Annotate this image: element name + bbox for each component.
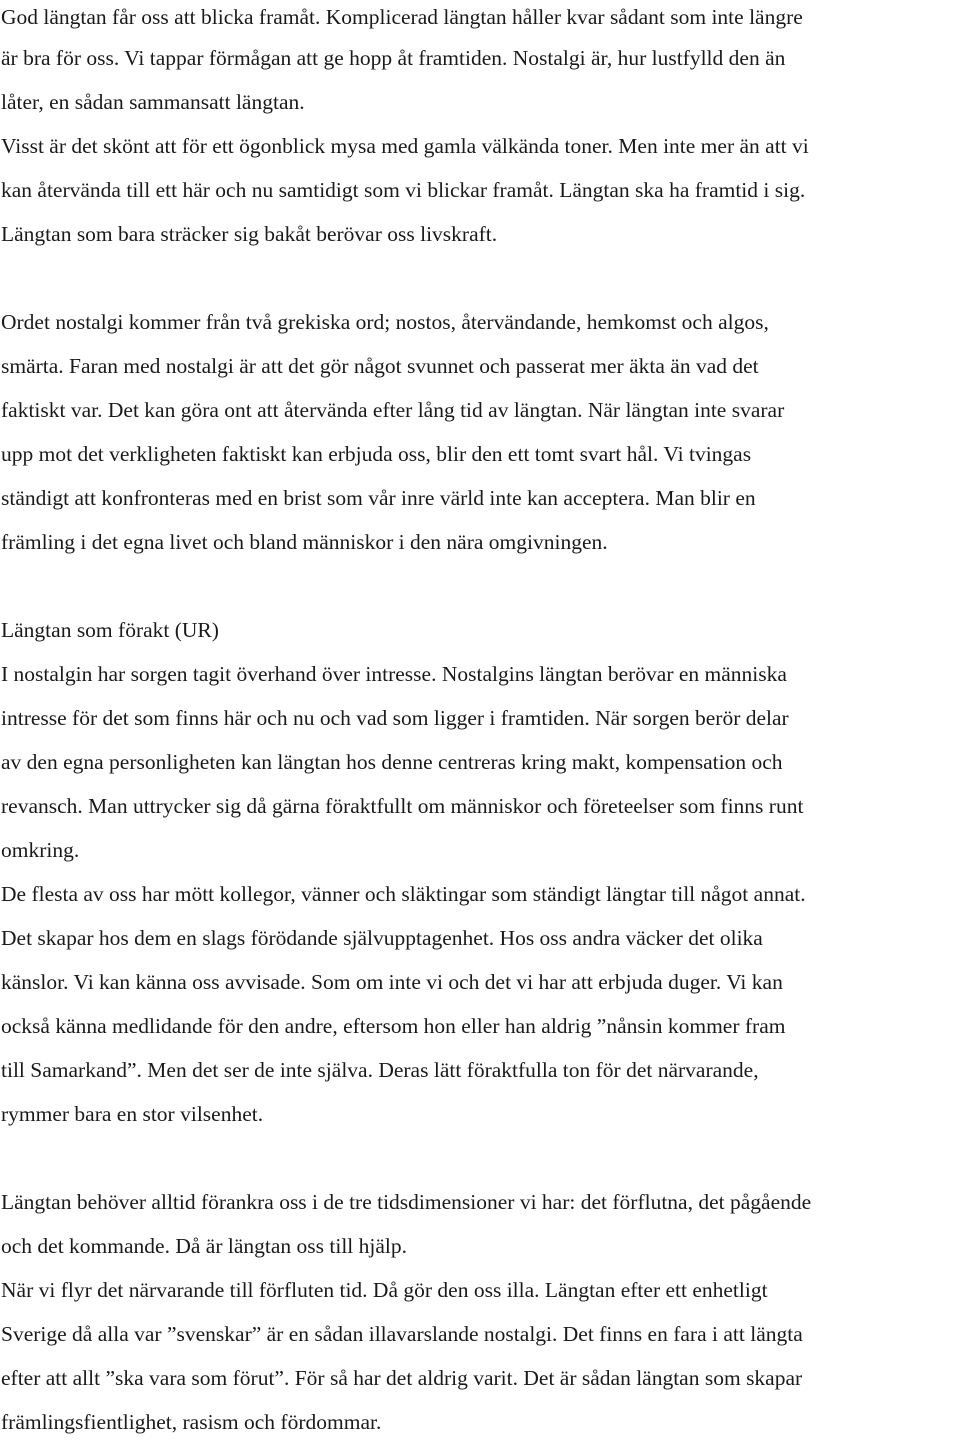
text-line: kan återvända till ett här och nu samtidigt som vi blickar framåt. Längtan ska ha framtid i sig. (1, 178, 806, 202)
text-line: Sverige då alla var ”svenskar” är en sådan illavarslande nostalgi. Det finns en fara i att längta (1, 1322, 803, 1346)
text-line: God längtan får oss att blicka framåt. Komplicerad längtan håller kvar sådant som inte längre (1, 5, 803, 29)
text-line: och det kommande. Då är längtan oss till hjälp. (1, 1234, 408, 1258)
text-line: Det skapar hos dem en slags förödande självupptagenhet. Hos oss andra väcker det olika (1, 926, 763, 950)
text-line: efter att allt ”ska vara som förut”. För så har det aldrig varit. Det är sådan längtan som skapar (1, 1366, 803, 1390)
text-line: Ordet nostalgi kommer från två grekiska ord; nostos, återvändande, hemkomst och algos, (1, 310, 769, 334)
text-line: I nostalgin har sorgen tagit överhand över intresse. Nostalgins längtan berövar en människa (1, 662, 787, 686)
section-heading: Längtan som förakt (UR) (1, 618, 219, 642)
text-line: känslor. Vi kan känna oss avvisade. Som om inte vi och det vi har att erbjuda duger. Vi kan (1, 970, 783, 994)
text-line: rymmer bara en stor vilsenhet. (1, 1102, 264, 1126)
text-line: ständigt att konfronteras med en brist som vår inre värld inte kan acceptera. Man blir en (1, 486, 756, 510)
text-line: låter, en sådan sammansatt längtan. (1, 90, 305, 114)
text-line: revansch. Man uttrycker sig då gärna föraktfullt om människor och företeelser som finns runt (1, 794, 804, 818)
text-line: När vi flyr det närvarande till förfluten tid. Då gör den oss illa. Längtan efter ett enhetligt (1, 1278, 768, 1302)
text-line: omkring. (1, 838, 80, 862)
text-line: främlingsfientlighet, rasism och fördommar. (1, 1410, 382, 1434)
text-line: smärta. Faran med nostalgi är att det gör något svunnet och passerat mer äkta än vad det (1, 354, 759, 378)
text-line: Visst är det skönt att för ett ögonblick mysa med gamla välkända toner. Men inte mer än att vi (1, 134, 809, 158)
text-line: är bra för oss. Vi tappar förmågan att ge hopp åt framtiden. Nostalgi är, hur lustfylld den än (1, 46, 786, 70)
text-line: De flesta av oss har mött kollegor, vänner och släktingar som ständigt längtar till något annat. (1, 882, 806, 906)
text-line: Längtan behöver alltid förankra oss i de tre tidsdimensioner vi har: det förflutna, det pågående (1, 1190, 812, 1214)
text-line: av den egna personligheten kan längtan hos denne centreras kring makt, kompensation och (1, 750, 783, 774)
text-line: intresse för det som finns här och nu och vad som ligger i framtiden. När sorgen berör delar (1, 706, 789, 730)
text-line: Längtan som bara sträcker sig bakåt berövar oss livskraft. (1, 222, 498, 246)
text-line: faktiskt var. Det kan göra ont att återvända efter lång tid av längtan. När längtan inte svarar (1, 398, 785, 422)
text-line: främling i det egna livet och bland människor i den nära omgivningen. (1, 530, 608, 554)
text-line: upp mot det verkligheten faktiskt kan erbjuda oss, blir den ett tomt svart hål. Vi tvingas (1, 442, 752, 466)
text-line: till Samarkand”. Men det ser de inte själva. Deras lätt föraktfulla ton för det närvarande, (1, 1058, 759, 1082)
text-line: också känna medlidande för den andre, eftersom hon eller han aldrig ”nånsin kommer fram (1, 1014, 786, 1038)
